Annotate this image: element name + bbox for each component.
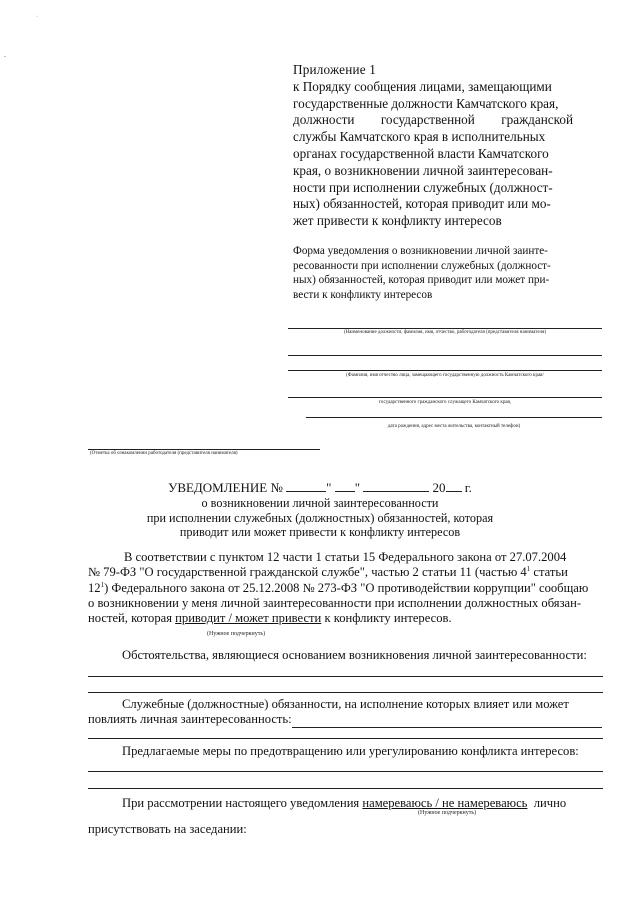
notice-month-field[interactable] — [363, 480, 429, 492]
appendix-line: ных) обязанностей, которая приводит или мо- — [293, 196, 551, 212]
notice-year-suffix: г. — [464, 480, 472, 495]
appendix-line: должности государственной гражданской — [293, 112, 574, 128]
paragraph-legal-basis — [88, 550, 603, 626]
civil-servant-hint: государственного гражданского служащего Камчатского края, — [378, 400, 512, 405]
circumstances-field-line[interactable] — [88, 676, 603, 677]
measures-field-line[interactable] — [88, 771, 603, 772]
appendix-line: ности при исполнении служебных (должност- — [293, 179, 553, 195]
underline-hint: (Нужное подчеркнуть) — [207, 631, 266, 637]
choice-intend-not-intend[interactable]: намереваюсь / не намереваюсь — [362, 796, 528, 810]
paragraph-attendance-end — [88, 822, 603, 837]
paragraph-attendance — [88, 796, 603, 811]
body-line: присутствовать на заседании: — [88, 822, 247, 836]
body-line: Обстоятельства, являющиеся основанием возникновения личной заинтересованности: — [122, 648, 587, 662]
body-line: В соответствии с пунктом 12 части 1 статьи 15 Федерального закона от 27.07.2004 — [124, 550, 567, 564]
blank-line[interactable] — [288, 355, 602, 356]
notice-year-field[interactable] — [446, 480, 462, 492]
personal-details-hint: дата рождения, адрес места жительства, контактный телефон) — [387, 424, 521, 429]
duties-field-line[interactable] — [88, 738, 603, 739]
notice-subtitle-line: приводит или может привести к конфликту интересов — [179, 525, 461, 540]
body-line: № 79-ФЗ "О государственной гражданской службе", частью 2 статьи 11 (частью $4^1$ статьи — [88, 565, 568, 580]
body-line: о возникновении у меня личной заинтересованности при исполнении должностных обязан- — [88, 595, 582, 610]
circumstances-field-line[interactable] — [88, 692, 603, 693]
appendix-line: жет привести к конфликту интересов — [293, 213, 502, 229]
body-line: повлиять личная заинтересованность: — [88, 712, 603, 727]
employer-name-line[interactable] — [288, 328, 602, 329]
body-line: $12^1$) Федерального закона от 25.12.2008 № 273-ФЗ "О противодействии коррупции" сообщаю — [88, 580, 589, 595]
form-caption-line: ресованности при исполнении служебных (должност- — [293, 259, 551, 272]
measures-field-line[interactable] — [88, 788, 603, 789]
appendix-block — [293, 62, 598, 230]
paragraph-circumstances — [88, 648, 603, 663]
paragraph-measures — [88, 744, 603, 759]
notice-subtitle — [0, 496, 640, 540]
body-line: Служебные (должностные) обязанности, на исполнение которых влияет или может — [122, 697, 569, 711]
notice-subtitle-line: при исполнении служебных (должностных) обязанностей, которая — [146, 510, 494, 525]
body-line: ностей, которая приводит / может привести к конфликту интересов. — [88, 611, 452, 626]
employee-name-line[interactable] — [288, 370, 602, 371]
blank-line[interactable] — [288, 397, 602, 398]
form-caption-line: вести к конфликту интересов — [293, 288, 433, 301]
notice-year-prefix: 20 — [432, 480, 446, 495]
body-line: Предлагаемые меры по предотвращению или урегулированию конфликта интересов: — [122, 744, 579, 758]
employee-name-hint: (Фамилия, имя отчество лица, замещающего государственную должность Камчатского края/ — [346, 373, 544, 378]
notice-subtitle-line: о возникновении личной заинтересованности — [201, 496, 439, 510]
appendix-line: службы Камчатского края в исполнительных — [293, 129, 546, 145]
notice-day-field[interactable] — [335, 480, 355, 492]
acknowledgement-line[interactable] — [88, 449, 320, 450]
body-line: При рассмотрении настоящего уведомления намереваюсь / не намереваюсь лично — [122, 796, 567, 810]
notice-title-text: УВЕДОМЛЕНИЕ № — [168, 480, 283, 495]
form-caption-line: Форма уведомления о возникновении личной заинте- — [293, 245, 548, 257]
duties-field[interactable] — [292, 715, 602, 728]
scan-mark: · — [36, 14, 38, 20]
acknowledgement-hint: (Отметка об ознакомлении работодателя (представителя нанимателя) — [90, 451, 238, 456]
form-caption-line: ных) обязанностей, которая приводит или может при- — [293, 274, 550, 287]
appendix-line: органах государственной власти Камчатского — [293, 145, 549, 161]
notice-title: УВЕДОМЛЕНИЕ № " " 20 г. — [168, 480, 472, 495]
employer-name-hint: (Наименование должности, фамилия, имя, отчество, работодателя (представителя нанимателя) — [343, 330, 547, 335]
scan-mark: - — [4, 54, 6, 60]
choice-leads-may-lead[interactable]: приводит / может привести — [175, 611, 322, 626]
notice-number-field[interactable] — [286, 480, 326, 492]
appendix-heading: Приложение 1 — [293, 62, 377, 77]
paragraph-duties — [88, 697, 603, 728]
personal-details-line[interactable] — [306, 417, 602, 418]
appendix-line: государственные должности Камчатского края, — [293, 95, 559, 111]
appendix-line: к Порядку сообщения лицами, замещающими — [293, 78, 552, 94]
appendix-line: края, о возникновении личной заинтересован- — [293, 162, 553, 178]
underline-hint: (Нужное подчеркнуть) — [418, 810, 477, 816]
form-caption — [293, 244, 598, 302]
